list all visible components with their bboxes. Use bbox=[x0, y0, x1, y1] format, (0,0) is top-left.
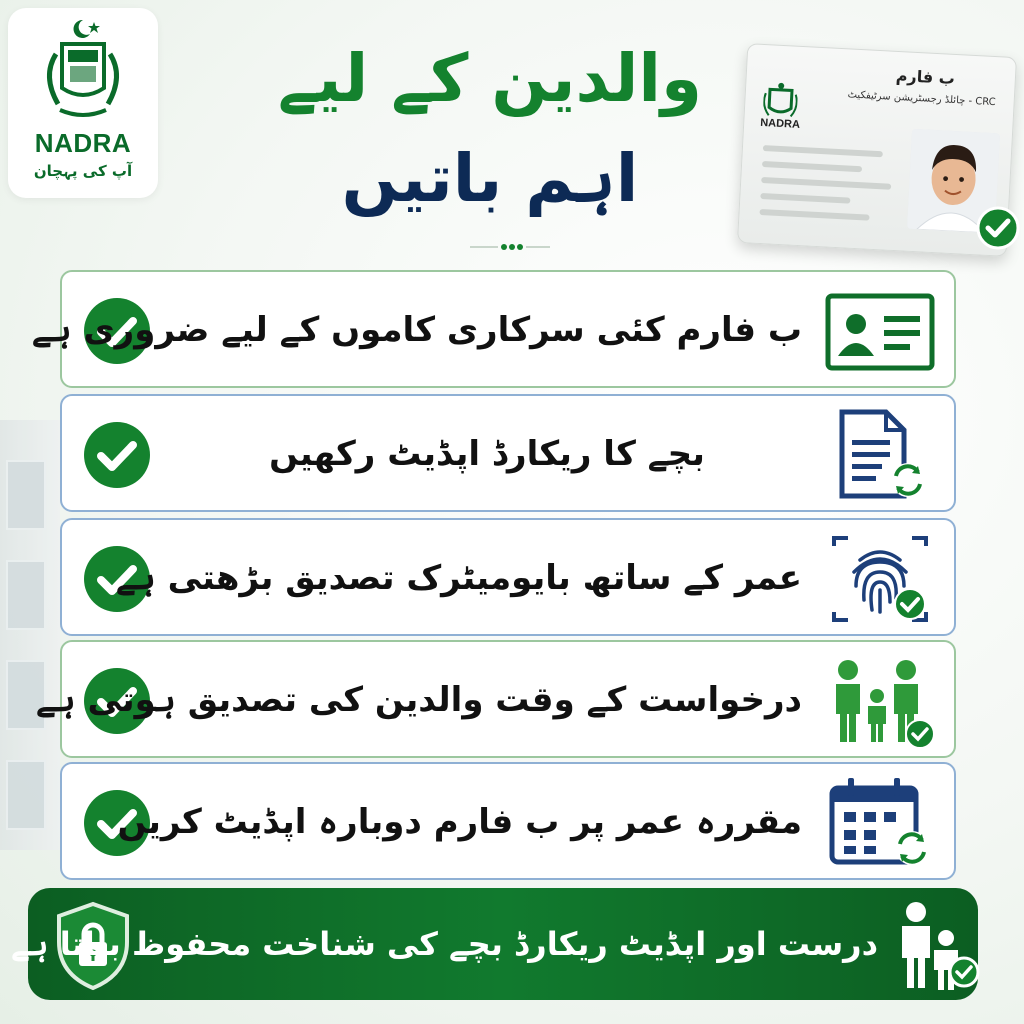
list-item bbox=[60, 394, 956, 512]
background-building bbox=[0, 420, 60, 850]
list-item-text: بچے کا ریکارڈ اپڈیٹ رکھیں bbox=[269, 434, 705, 474]
id-card-icon bbox=[820, 282, 940, 380]
list-item-text: مقررہ عمر پر ب فارم دوبارہ اپڈیٹ کریں bbox=[117, 802, 802, 842]
fingerprint-icon bbox=[820, 530, 940, 628]
card-title: ب فارم bbox=[895, 65, 956, 88]
card-text-line bbox=[763, 145, 883, 157]
bottom-banner bbox=[11, 888, 978, 1000]
card-logo-text: NADRA bbox=[759, 116, 801, 131]
check-icon bbox=[82, 420, 152, 490]
list-item-text: ب فارم کئی سرکاری کاموں کے لیے ضروری ہے bbox=[31, 310, 802, 350]
card-text-line bbox=[762, 161, 862, 172]
family-check-icon bbox=[888, 892, 988, 996]
page-title-line2: اہم باتیں bbox=[341, 140, 639, 217]
card-check-icon bbox=[976, 206, 1020, 250]
page-title-line1: والدین کے لیے bbox=[277, 40, 703, 117]
nadra-logo bbox=[8, 8, 158, 198]
list-item-text: درخواست کے وقت والدین کی تصدیق ہوتی ہے bbox=[35, 680, 802, 720]
list-item bbox=[35, 640, 956, 758]
card-text-line bbox=[759, 209, 869, 221]
card-emblem-icon bbox=[763, 81, 799, 119]
calendar-refresh-icon bbox=[820, 774, 940, 872]
list-item bbox=[60, 518, 956, 636]
document-refresh-icon bbox=[820, 406, 940, 504]
banner-text: درست اور اپڈیٹ ریکارڈ بچے کی شناخت محفوظ بناتا ہے bbox=[11, 925, 878, 963]
card-subtitle: CRC - چائلڈ رجسٹریشن سرٹیفکیٹ bbox=[847, 89, 996, 109]
card-text-line bbox=[761, 177, 891, 190]
emblem-icon bbox=[28, 14, 138, 126]
logo-name: NADRA bbox=[34, 128, 132, 158]
card-text-line bbox=[760, 193, 850, 204]
list-item-text: عمر کے ساتھ بایومیٹرک تصدیق بڑھتی ہے bbox=[115, 558, 802, 598]
title-divider bbox=[470, 242, 550, 252]
list-item bbox=[31, 270, 956, 388]
family-icon bbox=[820, 652, 940, 750]
list-item bbox=[60, 762, 956, 880]
logo-tagline: آپ کی پہچان bbox=[33, 162, 133, 180]
